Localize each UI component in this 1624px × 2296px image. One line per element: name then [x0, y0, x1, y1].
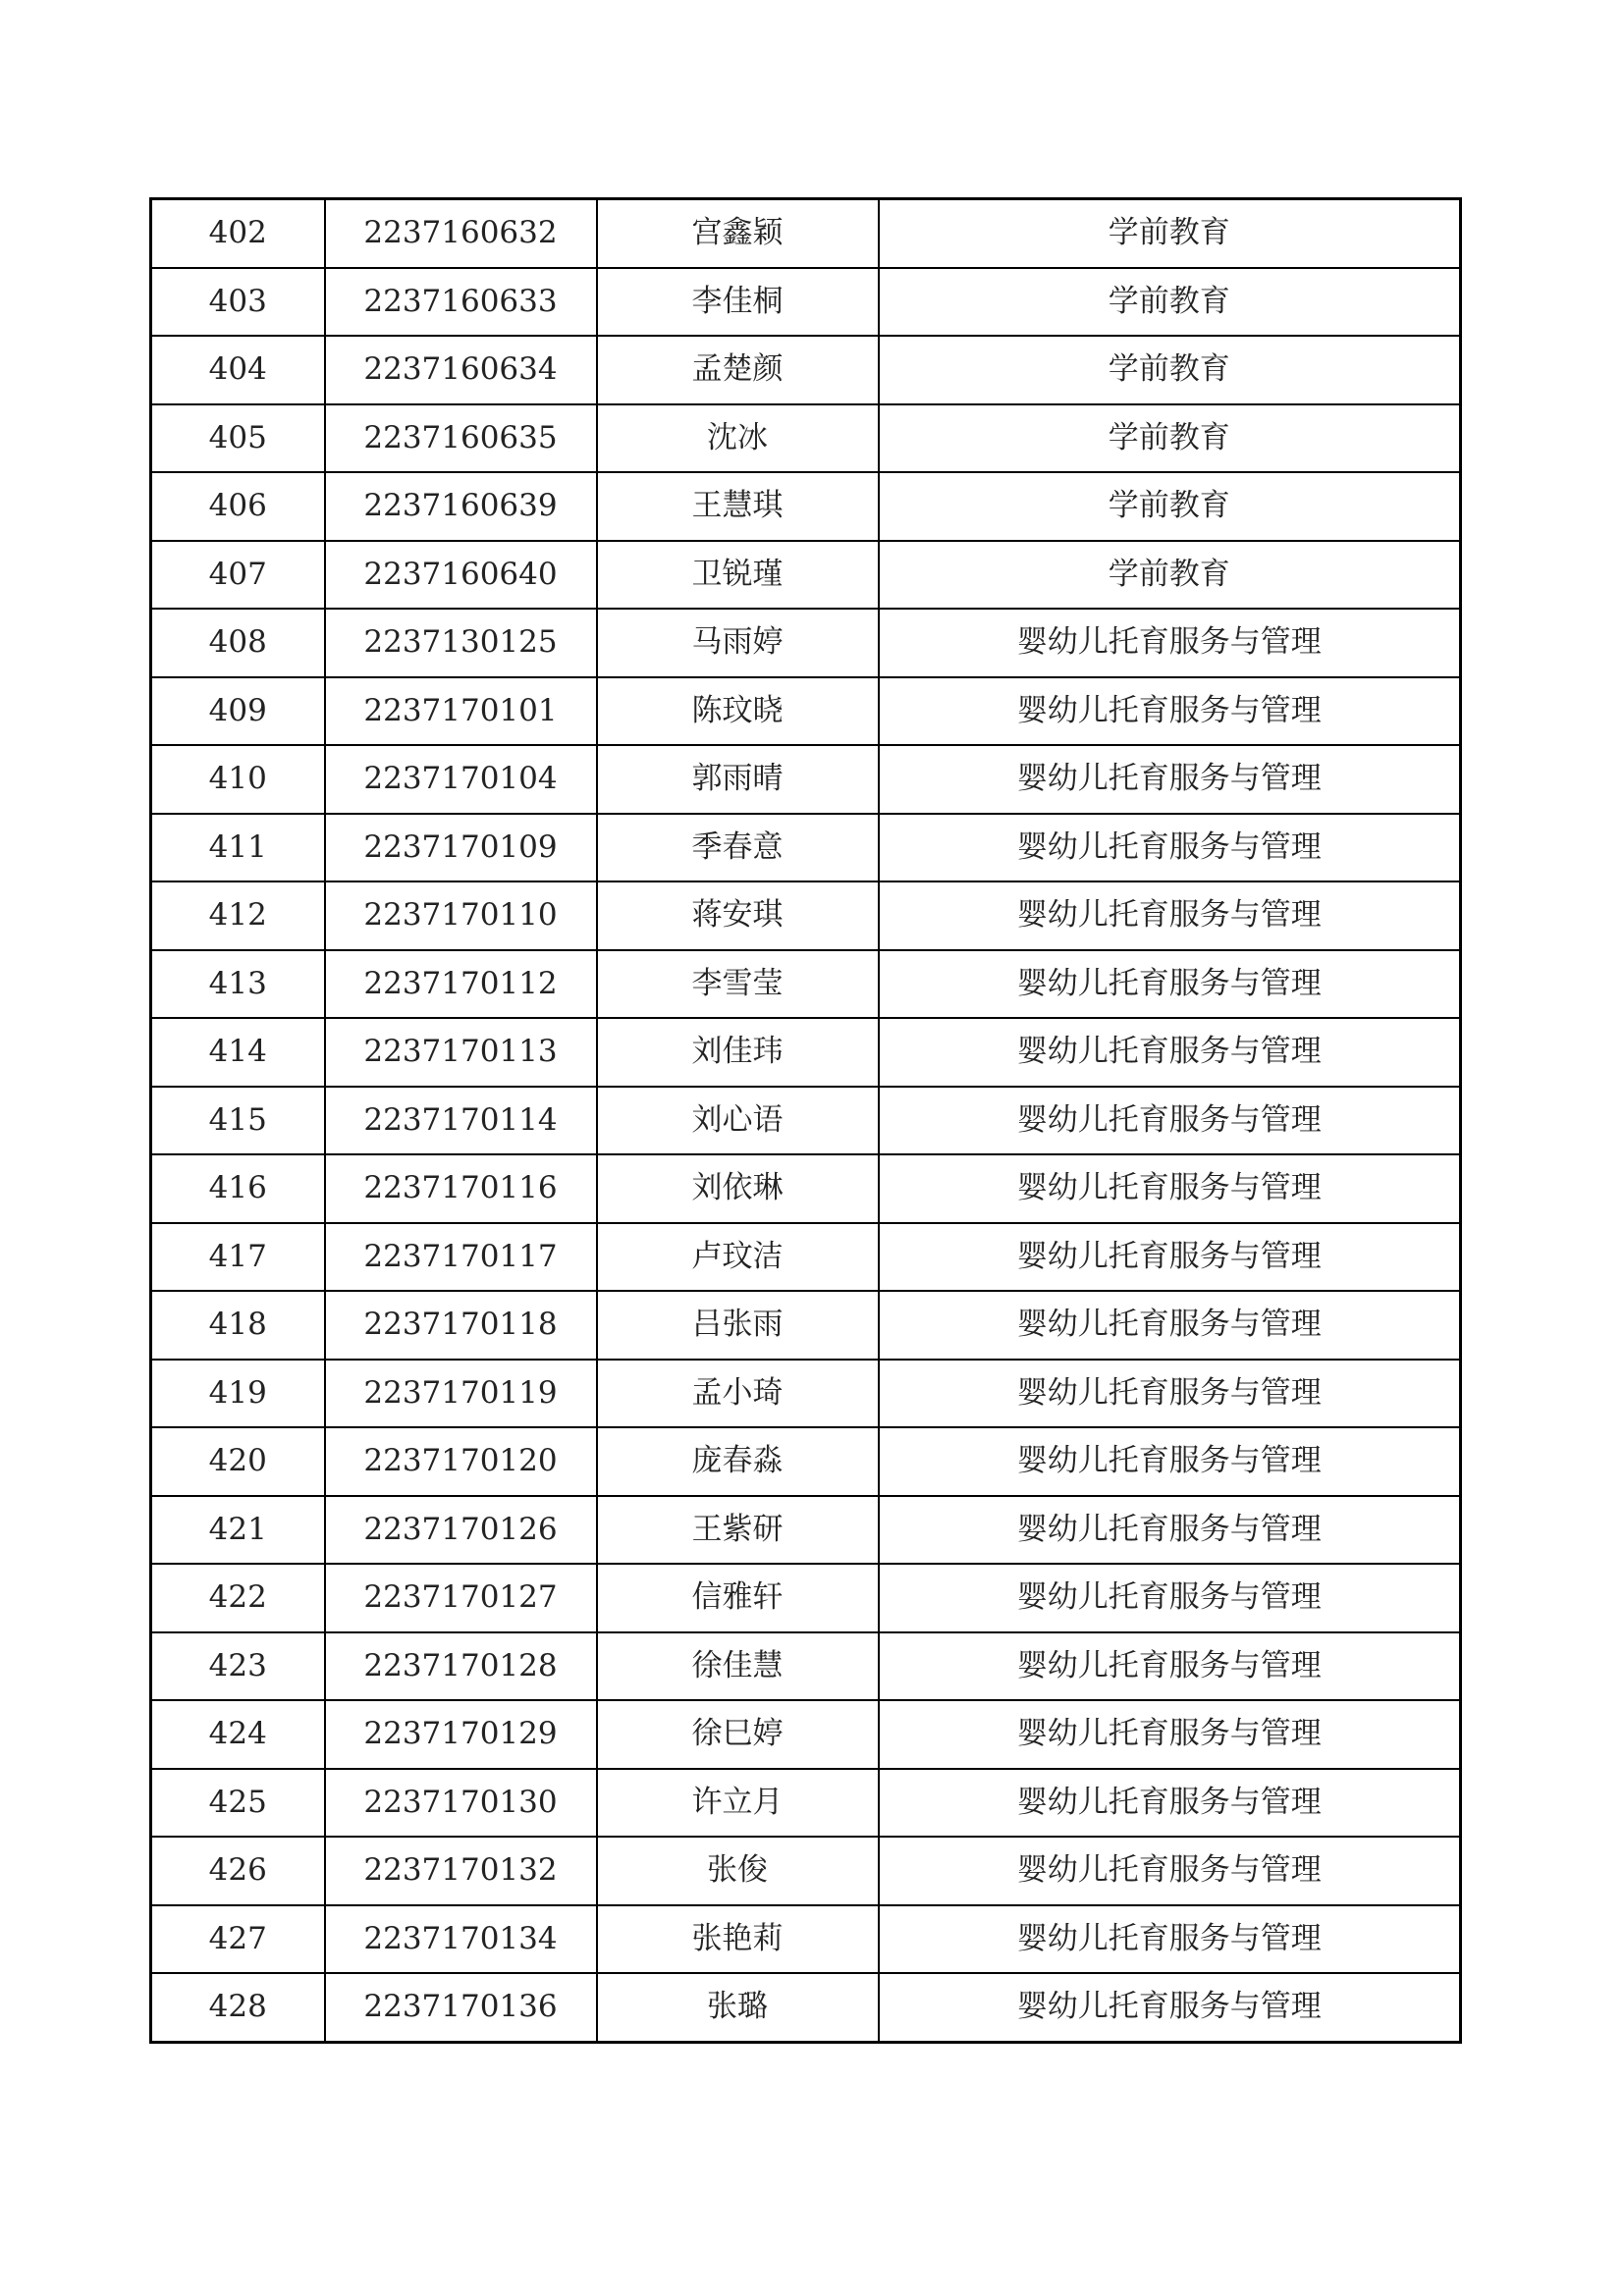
major: 学前教育 [879, 199, 1461, 268]
student-name: 刘佳玮 [597, 1018, 879, 1087]
student-name: 李佳桐 [597, 268, 879, 337]
table-row [151, 1837, 1461, 1905]
row-number: 424 [151, 1700, 325, 1769]
table-row [151, 677, 1461, 746]
table-row [151, 1632, 1461, 1701]
row-number: 413 [151, 950, 325, 1019]
student-name: 马雨婷 [597, 609, 879, 677]
student-name: 孟小琦 [597, 1360, 879, 1428]
student-name: 张俊 [597, 1837, 879, 1905]
student-name: 卢玟洁 [597, 1223, 879, 1292]
row-number: 415 [151, 1087, 325, 1155]
table-row [151, 814, 1461, 882]
row-number: 422 [151, 1564, 325, 1632]
student-id: 2237170120 [325, 1427, 597, 1496]
table-row [151, 1360, 1461, 1428]
row-number: 420 [151, 1427, 325, 1496]
row-number: 417 [151, 1223, 325, 1292]
student-id: 2237160634 [325, 336, 597, 404]
student-id: 2237170132 [325, 1837, 597, 1905]
student-name: 信雅轩 [597, 1564, 879, 1632]
student-name: 徐佳慧 [597, 1632, 879, 1701]
student-name: 孟楚颜 [597, 336, 879, 404]
student-name: 吕张雨 [597, 1291, 879, 1360]
row-number: 421 [151, 1496, 325, 1565]
table-row [151, 336, 1461, 404]
student-name: 王紫研 [597, 1496, 879, 1565]
student-name: 刘心语 [597, 1087, 879, 1155]
major: 婴幼儿托育服务与管理 [879, 1632, 1461, 1701]
student-id: 2237160635 [325, 404, 597, 473]
student-id: 2237170128 [325, 1632, 597, 1701]
student-id: 2237170101 [325, 677, 597, 746]
student-name: 刘依琳 [597, 1154, 879, 1223]
row-number: 410 [151, 745, 325, 814]
student-name: 王慧琪 [597, 472, 879, 541]
table-row [151, 1769, 1461, 1838]
row-number: 407 [151, 541, 325, 610]
table-body [151, 199, 1461, 2043]
major: 学前教育 [879, 336, 1461, 404]
student-id: 2237170109 [325, 814, 597, 882]
student-name: 沈冰 [597, 404, 879, 473]
table-row [151, 1291, 1461, 1360]
student-name: 季春意 [597, 814, 879, 882]
student-name: 张璐 [597, 1973, 879, 2042]
student-id: 2237170134 [325, 1905, 597, 1974]
table-row [151, 1700, 1461, 1769]
major: 婴幼儿托育服务与管理 [879, 1973, 1461, 2042]
row-number: 412 [151, 881, 325, 950]
student-id: 2237160639 [325, 472, 597, 541]
student-id: 2237170112 [325, 950, 597, 1019]
student-list-table [149, 197, 1462, 2044]
table-row [151, 1564, 1461, 1632]
student-name: 蒋安琪 [597, 881, 879, 950]
major: 婴幼儿托育服务与管理 [879, 1564, 1461, 1632]
row-number: 418 [151, 1291, 325, 1360]
student-name: 庞春淼 [597, 1427, 879, 1496]
major: 婴幼儿托育服务与管理 [879, 1018, 1461, 1087]
major: 婴幼儿托育服务与管理 [879, 1700, 1461, 1769]
student-name: 卫锐瑾 [597, 541, 879, 610]
major: 婴幼儿托育服务与管理 [879, 814, 1461, 882]
row-number: 408 [151, 609, 325, 677]
student-id: 2237170127 [325, 1564, 597, 1632]
major: 婴幼儿托育服务与管理 [879, 1496, 1461, 1565]
student-id: 2237170116 [325, 1154, 597, 1223]
major: 婴幼儿托育服务与管理 [879, 1223, 1461, 1292]
major: 婴幼儿托育服务与管理 [879, 1291, 1461, 1360]
major: 婴幼儿托育服务与管理 [879, 1360, 1461, 1428]
row-number: 402 [151, 199, 325, 268]
table-row [151, 1018, 1461, 1087]
row-number: 414 [151, 1018, 325, 1087]
table-row [151, 1087, 1461, 1155]
student-name: 陈玟晓 [597, 677, 879, 746]
row-number: 428 [151, 1973, 325, 2042]
table-row [151, 1427, 1461, 1496]
student-id: 2237170136 [325, 1973, 597, 2042]
table-row [151, 1973, 1461, 2042]
student-id: 2237170126 [325, 1496, 597, 1565]
major: 婴幼儿托育服务与管理 [879, 745, 1461, 814]
major: 婴幼儿托育服务与管理 [879, 609, 1461, 677]
table-row [151, 1154, 1461, 1223]
major: 学前教育 [879, 404, 1461, 473]
table-row [151, 609, 1461, 677]
major: 婴幼儿托育服务与管理 [879, 677, 1461, 746]
table-row [151, 881, 1461, 950]
row-number: 406 [151, 472, 325, 541]
student-name: 许立月 [597, 1769, 879, 1838]
row-number: 411 [151, 814, 325, 882]
student-name: 徐巳婷 [597, 1700, 879, 1769]
major: 婴幼儿托育服务与管理 [879, 1087, 1461, 1155]
table-row [151, 1223, 1461, 1292]
row-number: 419 [151, 1360, 325, 1428]
row-number: 403 [151, 268, 325, 337]
row-number: 427 [151, 1905, 325, 1974]
table-row [151, 541, 1461, 610]
table-row [151, 745, 1461, 814]
table-row [151, 199, 1461, 268]
student-id: 2237160633 [325, 268, 597, 337]
student-id: 2237170113 [325, 1018, 597, 1087]
major: 婴幼儿托育服务与管理 [879, 950, 1461, 1019]
student-id: 2237170130 [325, 1769, 597, 1838]
major: 婴幼儿托育服务与管理 [879, 1769, 1461, 1838]
row-number: 405 [151, 404, 325, 473]
row-number: 426 [151, 1837, 325, 1905]
student-name: 张艳莉 [597, 1905, 879, 1974]
table-row [151, 404, 1461, 473]
major: 学前教育 [879, 541, 1461, 610]
student-id: 2237170110 [325, 881, 597, 950]
row-number: 425 [151, 1769, 325, 1838]
student-id: 2237130125 [325, 609, 597, 677]
major: 婴幼儿托育服务与管理 [879, 1427, 1461, 1496]
table-row [151, 472, 1461, 541]
student-id: 2237170129 [325, 1700, 597, 1769]
row-number: 404 [151, 336, 325, 404]
major: 学前教育 [879, 472, 1461, 541]
row-number: 423 [151, 1632, 325, 1701]
student-id: 2237170114 [325, 1087, 597, 1155]
major: 婴幼儿托育服务与管理 [879, 1837, 1461, 1905]
table-row [151, 268, 1461, 337]
major: 学前教育 [879, 268, 1461, 337]
table-row [151, 950, 1461, 1019]
major: 婴幼儿托育服务与管理 [879, 881, 1461, 950]
table-row [151, 1905, 1461, 1974]
table-row [151, 1496, 1461, 1565]
student-id: 2237160640 [325, 541, 597, 610]
student-name: 宫鑫颖 [597, 199, 879, 268]
row-number: 416 [151, 1154, 325, 1223]
student-id: 2237170119 [325, 1360, 597, 1428]
student-id: 2237170104 [325, 745, 597, 814]
student-id: 2237170118 [325, 1291, 597, 1360]
student-id: 2237160632 [325, 199, 597, 268]
student-name: 郭雨晴 [597, 745, 879, 814]
student-name: 李雪莹 [597, 950, 879, 1019]
major: 婴幼儿托育服务与管理 [879, 1905, 1461, 1974]
row-number: 409 [151, 677, 325, 746]
major: 婴幼儿托育服务与管理 [879, 1154, 1461, 1223]
student-id: 2237170117 [325, 1223, 597, 1292]
